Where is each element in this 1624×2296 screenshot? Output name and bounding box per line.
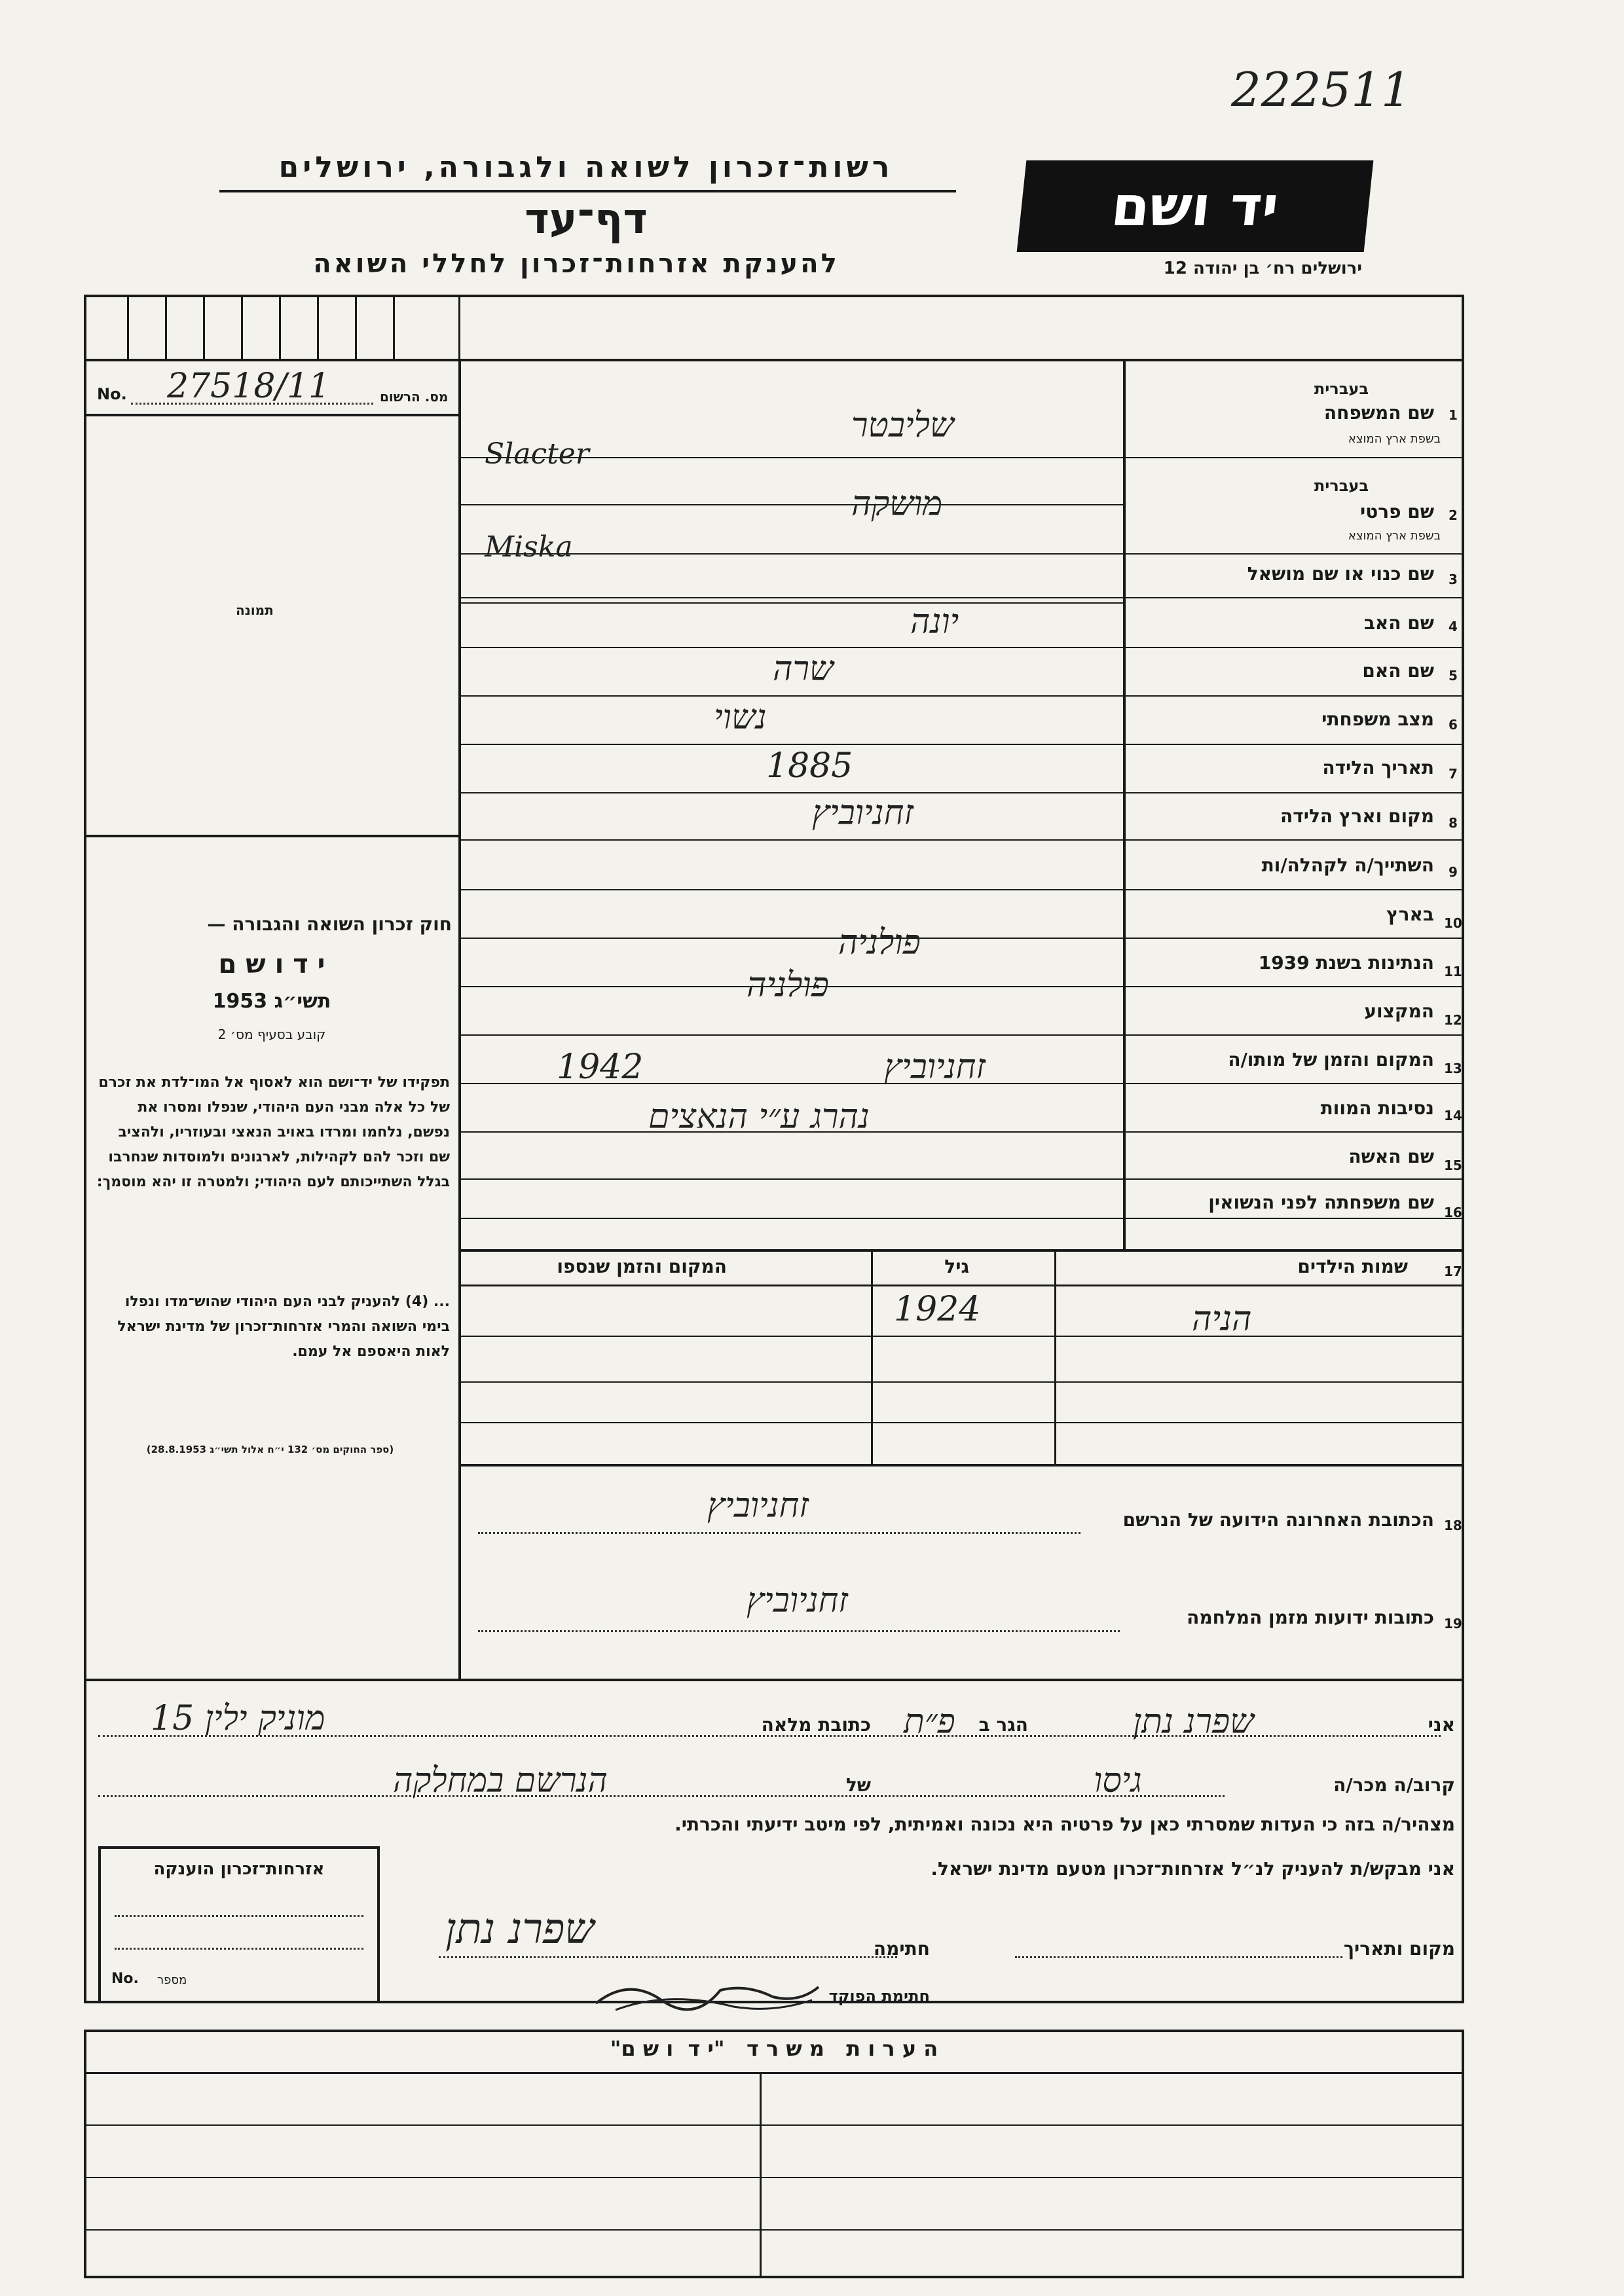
children-col-names: שמות הילדים [1297,1256,1408,1277]
field-11-label: הנתינות בשנת 1939 [1258,952,1434,974]
field-9-label: השתייך/ה לקהלה/ות [1261,854,1434,876]
officer-signature-scribble [589,1964,825,2023]
field-13-value-place: זחניוביץ [884,1048,986,1087]
law-paragraph-2: ... (4) להעניק לבני העם היהודי שהוש־מדו ונפלו בימי השואה והמרי אזרחות־זכרון של מדינת ישראל לאות היאספם אל עמם. [117,1294,450,1360]
field-2-value-hebrew: מושקה [851,484,943,524]
form-subtitle: להענקת אזרחות־זכרון לחללי השואה [313,249,840,279]
field-18-number: 18 [1444,1518,1462,1533]
field-19-number: 19 [1444,1616,1462,1631]
field-9-number: 9 [1449,864,1458,880]
field-5-number: 5 [1449,668,1458,683]
field-8-label: מקום וארץ הלידה [1280,805,1434,827]
law-source: (ספר החוקים מס׳ 132 י״ח אלול תשי״ג 28.8.1953) [146,1444,394,1455]
declaration-residing-label: הגר ב [978,1714,1028,1736]
declaration-of-value: הנרשם במחלקה [393,1761,608,1800]
declaration-relative-value: גיסו [1094,1761,1142,1800]
form-title: דף־עד [525,195,648,244]
field-14-label: נסיבות המוות [1320,1097,1434,1119]
field-1-local-label: בשפת ארץ המוצא [1348,432,1441,446]
declaration-of-label: של [845,1774,871,1796]
declaration-statement-2: אני מבקש/ת להעניק לנ״ל אזרחות־זכרון מטעם מדינת ישראל. [931,1858,1455,1880]
law-title: חוק זכרון השואה והגבורה — [207,913,452,935]
archive-number: 222511 [1231,62,1411,117]
registration-number: 27518/11 [167,367,331,406]
field-5-value: שרה [773,649,834,689]
citizenship-no-label: No. [111,1971,139,1987]
field-3-label: שם כנוי או שם מושאל [1247,563,1434,585]
authority-underline [219,190,956,192]
declaration-address-label: כתובת מלאה [761,1714,871,1736]
field-2-local-label: בשפת ארץ המוצא [1348,529,1441,543]
field-15-number: 15 [1444,1157,1462,1173]
field-6-number: 6 [1449,717,1458,733]
field-10-label: בארץ [1386,903,1434,925]
law-name: י ד ו ש ם [218,949,325,979]
field-12-label: המקצוע [1364,1000,1434,1022]
declaration-address-value: מוניק ילין 15 [151,1699,325,1738]
logo-address: ירושלים רח׳ בן יהודה 12 [1163,259,1362,278]
law-paragraph-1: תפקידו של יד־ושם הוא לאסוף אל המו־לדת את זכרם של כל אלה מבני העם היהודי, שנפלו ומסרו את נפשם, נלחמו ומרדו באויב הנאצי ובעוזריו, ולהציב שם וזכר להם לקהילות, לארגונים ולמוסדות שנחרבו בגלל השתייכותם לעם היהודי; ולמטרה זו יהא מוסמך: [96,1074,450,1190]
field-7-label: תאריך הלידה [1322,757,1434,778]
officer-signature-label: חתימת הפוקד [828,1987,930,2005]
field-13-label: המקום והזמן של מותו/ה [1228,1049,1434,1070]
field-4-value: יונה [910,602,959,642]
field-8-number: 8 [1449,815,1458,831]
field-19-value: זחניוביץ [747,1581,848,1620]
child-1-name: הניה [1192,1300,1252,1339]
field-11-number: 11 [1444,964,1462,979]
field-6-label: מצב משפחתי [1321,708,1434,730]
authority-title: רשות־זכרון לשואה ולגבורה, ירושלים [278,151,894,184]
field-1-hebrew-label: בעברית [1314,380,1369,398]
field-11-value: פולניה [747,966,829,1005]
yad-vashem-logo [1017,160,1374,252]
child-1-age: 1924 [894,1290,981,1329]
field-2-label: שם פרטי [1359,501,1434,522]
office-notes-title: ה ע ר ו ת מ ש ר ד "י ד ו ש ם" [610,2036,938,2061]
field-19-label: כתובות ידועות מזמן המלחמה [1187,1607,1434,1628]
field-16-label: שם משפחתה לפני הנשואין [1208,1192,1434,1213]
field-14-value: נהרג ע״י הנאצים [648,1097,870,1137]
children-col-place: המקום והזמן שנספו [557,1256,727,1277]
law-year: תשי״ג 1953 [212,990,331,1013]
field-1-label: שם המשפחה [1323,402,1434,424]
field-6-value: נשוי [714,698,767,737]
field-4-label: שם האב [1363,612,1434,634]
registration-label: מס. הרשום [380,389,449,405]
declaration-residing-value: פ״ת [904,1702,955,1741]
field-7-number: 7 [1449,766,1458,782]
field-1-number: 1 [1449,407,1458,423]
field-5-label: שם האם [1362,660,1434,682]
declaration-relative-label: קרוב/ה מכר/ה [1333,1774,1455,1796]
citizenship-number-label: מספר [157,1973,187,1987]
field-2-value-local: Miska [485,530,573,564]
registration-no-label: No. [97,385,127,403]
field-4-number: 4 [1449,619,1458,634]
children-col-age: גיל [944,1256,969,1277]
field-10-number: 10 [1444,915,1462,931]
field-18-label: הכתובת האחרונה הידועה של הנרשם [1122,1509,1434,1531]
field-2-hebrew-label: בעברית [1314,477,1369,495]
signature-value: שפרנ נתן [445,1905,595,1954]
citizenship-box-title: אזרחות־זכרון הוענקה [153,1859,325,1879]
field-13-number: 13 [1444,1061,1462,1076]
law-clause: קובע בסעיף מס׳ 2 [217,1027,326,1042]
field-3-number: 3 [1449,572,1458,587]
field-15-label: שם האשה [1348,1146,1434,1167]
field-1-value-hebrew: שליבטר [851,406,954,445]
declaration-statement-1: מצהיר/ה בזה כי העדות שמסרתי כאן על פרטיה היא נכונה ואמיתית, לפי מיטב ידיעתי והכרתי. [674,1813,1455,1835]
field-12-number: 12 [1444,1012,1462,1028]
field-7-value: 1885 [766,746,853,786]
logo-text: יד ושם [1108,174,1282,238]
field-1-value-local: Slacter [485,437,589,471]
field-18-value: זחניוביץ [707,1486,809,1525]
signature-label: חתימה [873,1938,930,1959]
field-10-value: פולניה [838,923,921,962]
office-notes-table [84,2030,1464,2278]
field-13-value-year: 1942 [557,1048,644,1087]
declaration-ani-label: אני [1428,1714,1455,1736]
field-14-number: 14 [1444,1108,1462,1123]
field-16-number: 16 [1444,1205,1462,1220]
declaration-name: שפרנ נתן [1133,1702,1254,1741]
field-17-number: 17 [1444,1264,1462,1279]
field-8-value: זחניוביץ [812,793,913,833]
place-date-label: מקום ותאריך [1343,1938,1455,1959]
photo-label: תמונה [236,602,274,618]
field-2-number: 2 [1449,507,1458,523]
